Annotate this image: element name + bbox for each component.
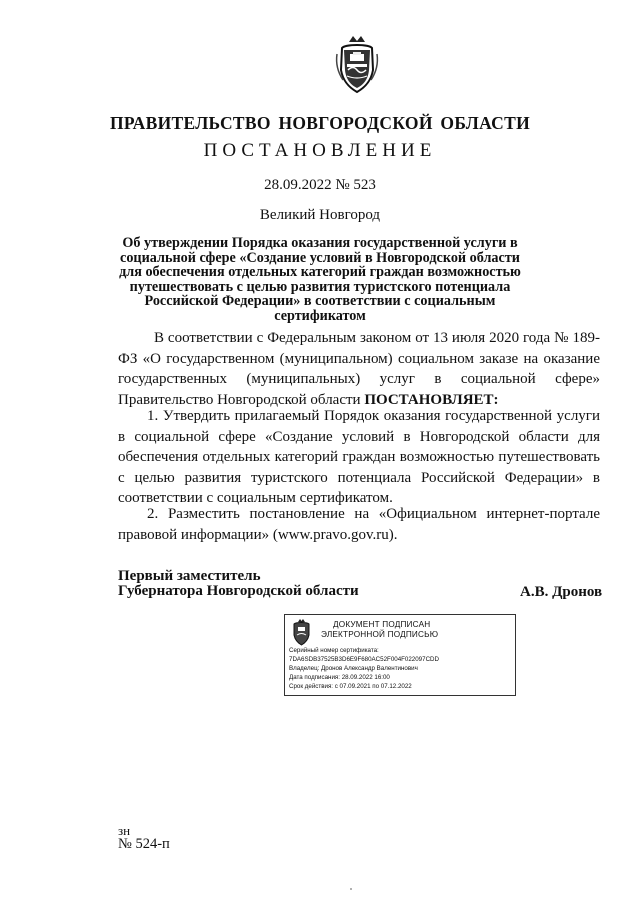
preamble-paragraph [118,328,600,410]
item-1-paragraph: 1. Утвердить прилагаемый Порядок оказания государственной услуги в социальной сфере «Создание условий в Новгородской области для обеспечения отдельных категорий граждан возможностью путешествовать с целью развития туристского потенциала Российской Федерации» в соответствии с социальным сертификатом. [118,408,600,506]
preamble-text: В соответствии с Федеральным законом от 13 июля 2020 года № 189-ФЗ «О государственном (муниципальном) социальном заказе на оказание государственных (муниципальных) услуг в социальной сфере» Правительство Новгородской области [118,330,600,408]
registrar-initials: зн [118,823,131,838]
signatory-position-line1: Первый заместитель [118,568,261,584]
government-title: ПРАВИТЕЛЬСТВО НОВГОРОДСКОЙ ОБЛАСТИ [110,113,530,133]
stamp-heading [321,620,438,639]
footer-mark [350,888,352,890]
stamp-owner: Владелец: Дронов Александр Валентинович [289,665,418,673]
stamp-validity: Срок действия: с 07.09.2021 по 07.12.2022 [289,683,412,691]
signatory-name: А.В. Дронов [520,584,603,600]
stamp-signed-date: Дата подписания: 28.09.2022 16:00 [289,674,390,682]
electronic-signature-stamp [284,614,516,696]
signatory-position-line2: Губернатора Новгородской области [118,583,359,599]
document-type: ПОСТАНОВЛЕНИЕ [203,140,437,161]
document-date-number: 28.09.2022 № 523 [264,177,376,193]
stamp-serial-label: Серийный номер сертификата: [289,647,379,654]
signatory-position [118,569,359,599]
registration-number: № 524-п [118,836,170,852]
coat-of-arms-icon [333,34,381,94]
stamp-details [289,646,439,691]
item-2-paragraph: 2. Разместить постановление на «Официальном интернет-портале правовой информации» (www.pravo.gov.ru). [118,506,600,543]
document-city: Великий Новгород [259,207,381,223]
document-subject: Об утверждении Порядка оказания государственной услуги в социальной сфере «Создание условий в Новгородской области для обеспечения отдельных категорий граждан возможностью путешествовать с целью развития туристского потенциала Российской Федерации» в соответствии с социальным сертификатом [119,235,521,324]
stamp-emblem-icon [290,618,313,646]
stamp-serial-value: 7DA6SDB37525B3D6E9F680AC52F004F022097CDD [289,656,439,664]
stamp-heading-line2: ЭЛЕКТРОННОЙ ПОДПИСЬЮ [321,629,439,639]
resolves-keyword: ПОСТАНОВЛЯЕТ: [364,391,499,408]
stamp-heading-line1: ДОКУМЕНТ ПОДПИСАН [333,620,431,629]
